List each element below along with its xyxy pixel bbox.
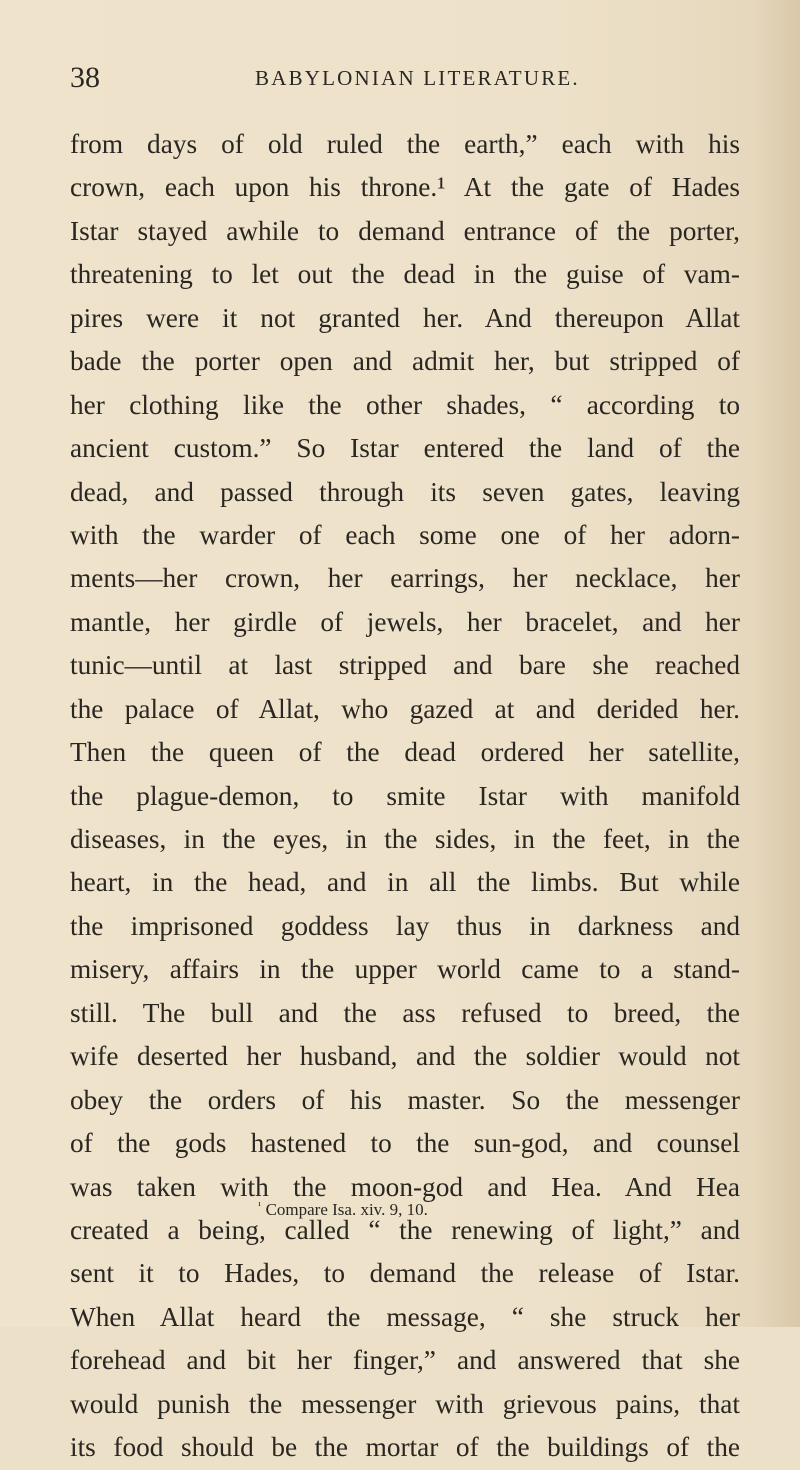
body-text bbox=[70, 123, 740, 1470]
text-line: bade the porter open and admit her, but stripped of bbox=[70, 346, 740, 377]
running-head bbox=[70, 58, 730, 98]
text-line: When Allat heard the message, “ she struck her bbox=[70, 1301, 740, 1332]
text-line: diseases, in the eyes, in the sides, in the feet, in the bbox=[70, 824, 740, 854]
text-line: forehead and bit her finger,” and answered that she bbox=[70, 1345, 740, 1376]
text-line: ancient custom.” So Istar entered the land of the bbox=[70, 433, 740, 464]
text-line: ments—her crown, her earrings, her necklace, her bbox=[70, 563, 740, 594]
text-line: from days of old ruled the earth,” each with his bbox=[70, 129, 740, 159]
footnote-marker: ¹ bbox=[258, 1200, 262, 1212]
text-line: with the warder of each some one of her adorn- bbox=[70, 519, 740, 550]
text-line: the imprisoned goddess lay thus in darkness and bbox=[70, 910, 740, 941]
text-line: Istar stayed awhile to demand entrance of the porter, bbox=[70, 215, 740, 246]
text-line: crown, each upon his throne.¹ At the gate of Hades bbox=[70, 172, 740, 203]
running-title: BABYLONIAN LITERATURE. bbox=[255, 66, 580, 90]
text-line: Then the queen of the dead ordered her satellite, bbox=[70, 737, 740, 768]
text-line: of the gods hastened to the sun-god, and counsel bbox=[70, 1128, 740, 1159]
text-line: was taken with the moon-god and Hea. And Hea bbox=[70, 1171, 740, 1202]
text-line: dead, and passed through its seven gates, leaving bbox=[70, 476, 740, 507]
text-line: tunic—until at last stripped and bare she reached bbox=[70, 650, 740, 681]
text-line: mantle, her girdle of jewels, her bracelet, and her bbox=[70, 606, 740, 637]
text-line: the palace of Allat, who gazed at and derided her. bbox=[70, 693, 740, 724]
text-line: the plague-demon, to smite Istar with manifold bbox=[70, 780, 740, 811]
text-line: its food should be the mortar of the buildings of the bbox=[70, 1432, 740, 1463]
text-line: obey the orders of his master. So the messenger bbox=[70, 1084, 740, 1115]
text-line: would punish the messenger with grievous pains, that bbox=[70, 1388, 740, 1419]
page-number: 38 bbox=[70, 61, 100, 94]
text-line: threatening to let out the dead in the guise of vam- bbox=[70, 259, 740, 290]
text-line: still. The bull and the ass refused to breed, the bbox=[70, 997, 740, 1028]
footnote bbox=[258, 1194, 428, 1222]
text-line: heart, in the head, and in all the limbs. But while bbox=[70, 867, 740, 898]
text-line: her clothing like the other shades, “ according to bbox=[70, 389, 740, 420]
text-line: wife deserted her husband, and the soldier would not bbox=[70, 1041, 740, 1072]
text-line: pires were it not granted her. And thereupon Allat bbox=[70, 302, 740, 333]
text-line: created a being, called “ the renewing of light,” and bbox=[70, 1214, 740, 1245]
text-line: misery, affairs in the upper world came to a stand- bbox=[70, 954, 740, 985]
footnote-text: Compare Isa. xiv. 9, 10. bbox=[265, 1200, 428, 1219]
text-line: sent it to Hades, to demand the release of Istar. bbox=[70, 1258, 740, 1289]
